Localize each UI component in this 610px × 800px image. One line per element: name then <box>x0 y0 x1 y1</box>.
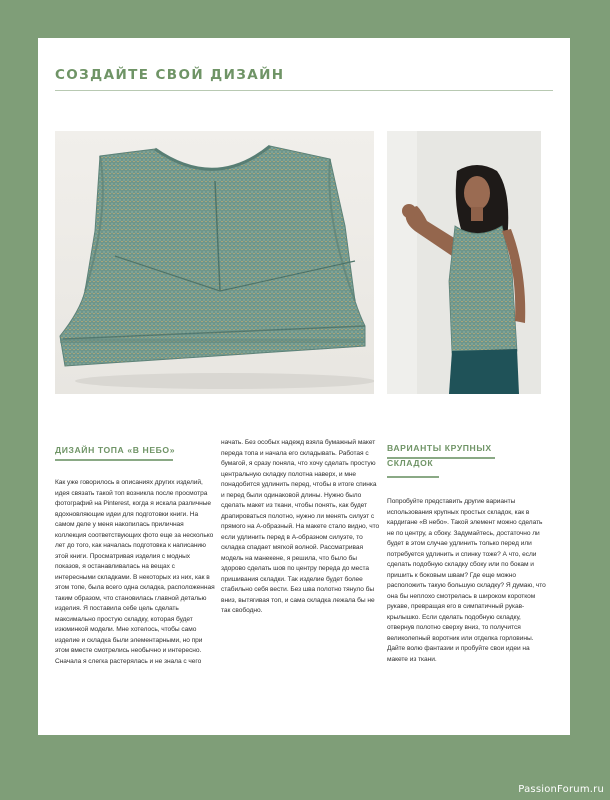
section-title-line-2: СКЛАДОК <box>387 458 434 468</box>
knitted-top-illustration <box>55 131 374 394</box>
photo-flat-knitted-top <box>55 131 374 394</box>
watermark: PassionForum.ru <box>518 784 604 795</box>
section-title-large-pleats <box>387 441 492 471</box>
photo-model-wearing-top <box>387 131 541 394</box>
body-text-column-1: Как уже говорилось в описаниях других изделий, идея связать такой топ возникла после просмотра фотографий на Pinterest, когда я искала различные вдохновляющие идеи для подготовки книги. На самом деле у меня накопилась приличная коллекция соответствующих фото еще за несколько лет до того, как началась подготовка к написанию этой книги. Просматривая изделия с модных показов, я останавливалась на вещах с интересными складками. В некоторых из них, как в этом топе, была всего одна складка, расположенная таким образом, что становилась главной деталью изделия. Я поставила себе цель сделать максимально простую складку, которая будет изюминкой модели. Мне хотелось, чтобы само изделие и складка были элементарными, но при этом вместе смотрелись необычно и интересно. Сначала я слегка растерялась и не знала с чего <box>55 479 215 665</box>
model-illustration <box>387 131 541 394</box>
heading-divider <box>55 90 553 91</box>
section-title-line-1: ВАРИАНТЫ КРУПНЫХ <box>387 443 492 453</box>
section-title-underline-right <box>387 457 495 459</box>
body-text-column-2: начать. Без особых надежд взяла бумажный макет переда топа и начала его складывать. Работая с бумагой, я сразу поняла, что хочу сделать простую центральную складку полотна наверх, и мне понадобится удлинить перед, чтобы в итоге спинка и перед были одинаковой длины. Нужно было сделать макет из ткани, чтобы понять, как будет драпироваться полотно, нужно ли менять силуэт с прямого на А-образный. На макете стало видно, что если удлинить перед в А-образном силуэте, то складка спадает мягкой волной. Рассматривая модель на манекене, я решила, что было бы здорово сделать шов по центру переда до места пришивания складки. Так изделие будет более стабильно себя вести. Без шва полотно тянуло бы вниз, вытягивая топ, и сама складка лежала бы не так свободно. <box>221 439 380 614</box>
magazine-page <box>38 38 570 735</box>
section-title-top-design: ДИЗАЙН ТОПА «В НЕБО» <box>55 445 176 455</box>
section-title-underline-right-2 <box>387 476 439 478</box>
page-heading: СОЗДАЙТЕ СВОЙ ДИЗАЙН <box>55 67 285 83</box>
body-text-column-3: Попробуйте представить другие варианты использования крупных простых складок, как в кардигане «В небо». Такой элемент можно сделать не по центру, а сбоку. Задумайтесь, достаточно ли будет в этом случае удлинить только перед или потребуется удлинить и спинку тоже? А что, если сделать подобную складку сбоку или по бокам и пришить к боковым швам? Где еще можно расположить такую большую складку? Я думаю, что она бы неплохо смотрелась в широком коротком рукаве, превращая его в симпатичный рукав-крылышко. Если сделать подобную складку, отвернув полотно сверху вниз, то получится великолепный воротник или отделка горловины. Дайте волю фантазии и пробуйте свои идеи на макете из ткани. <box>387 498 546 663</box>
section-title-underline <box>55 459 173 461</box>
